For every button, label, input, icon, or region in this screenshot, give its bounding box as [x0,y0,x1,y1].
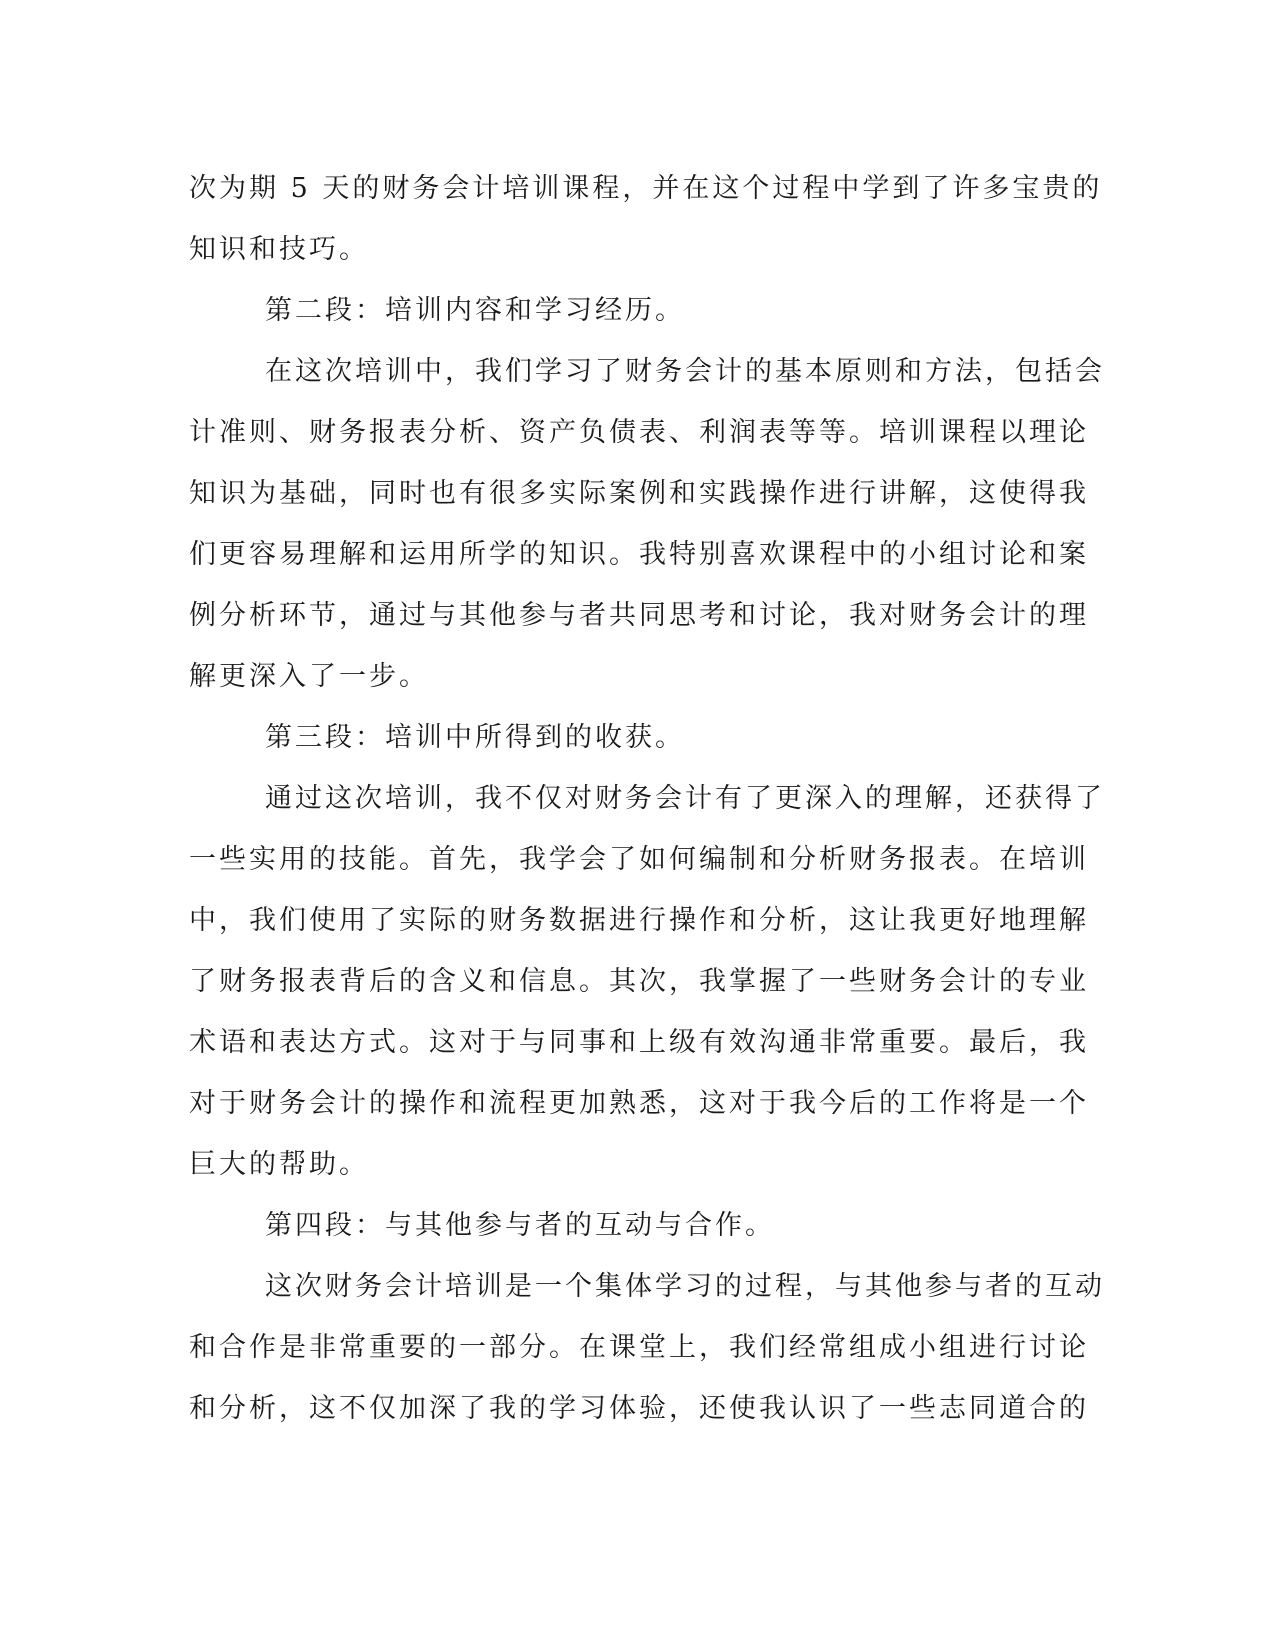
text-line: 解更深入了一步。 [189,661,429,692]
text-line: 们更容易理解和运用所学的知识。我特别喜欢课程中的小组讨论和案 [189,539,1089,570]
text-line: 知识和技巧。 [189,234,369,265]
section-heading: 第三段：培训中所得到的收获。 [265,722,685,753]
paragraph-start: 通过这次培训，我不仅对财务会计有了更深入的理解，还获得了 [265,783,1105,814]
text-line: 例分析环节，通过与其他参与者共同思考和讨论，我对财务会计的理 [189,600,1089,631]
text-line: 计准则、财务报表分析、资产负债表、利润表等等。培训课程以理论 [189,417,1089,448]
text-line: 术语和表达方式。这对于与同事和上级有效沟通非常重要。最后，我 [189,1027,1089,1058]
text-line: 知识为基础，同时也有很多实际案例和实践操作进行讲解，这使得我 [189,478,1089,509]
section-heading: 第四段：与其他参与者的互动与合作。 [265,1210,775,1241]
section-heading: 第二段：培训内容和学习经历。 [265,295,685,326]
text-line: 巨大的帮助。 [189,1149,369,1180]
text-line: 和合作是非常重要的一部分。在课堂上，我们经常组成小组进行讨论 [189,1332,1089,1363]
text-line: 对于财务会计的操作和流程更加熟悉，这对于我今后的工作将是一个 [189,1088,1089,1119]
paragraph-start: 在这次培训中，我们学习了财务会计的基本原则和方法，包括会 [265,356,1105,387]
text-line: 和分析，这不仅加深了我的学习体验，还使我认识了一些志同道合的 [189,1393,1089,1424]
text-line: 一些实用的技能。首先，我学会了如何编制和分析财务报表。在培训 [189,844,1089,875]
text-line: 了财务报表背后的含义和信息。其次，我掌握了一些财务会计的专业 [189,966,1089,997]
text-line: 次为期 5 天的财务会计培训课程，并在这个过程中学到了许多宝贵的 [189,173,1103,204]
body-text [189,158,1105,1439]
paragraph-start: 这次财务会计培训是一个集体学习的过程，与其他参与者的互动 [265,1271,1105,1302]
text-line: 中，我们使用了实际的财务数据进行操作和分析，这让我更好地理解 [189,905,1089,936]
